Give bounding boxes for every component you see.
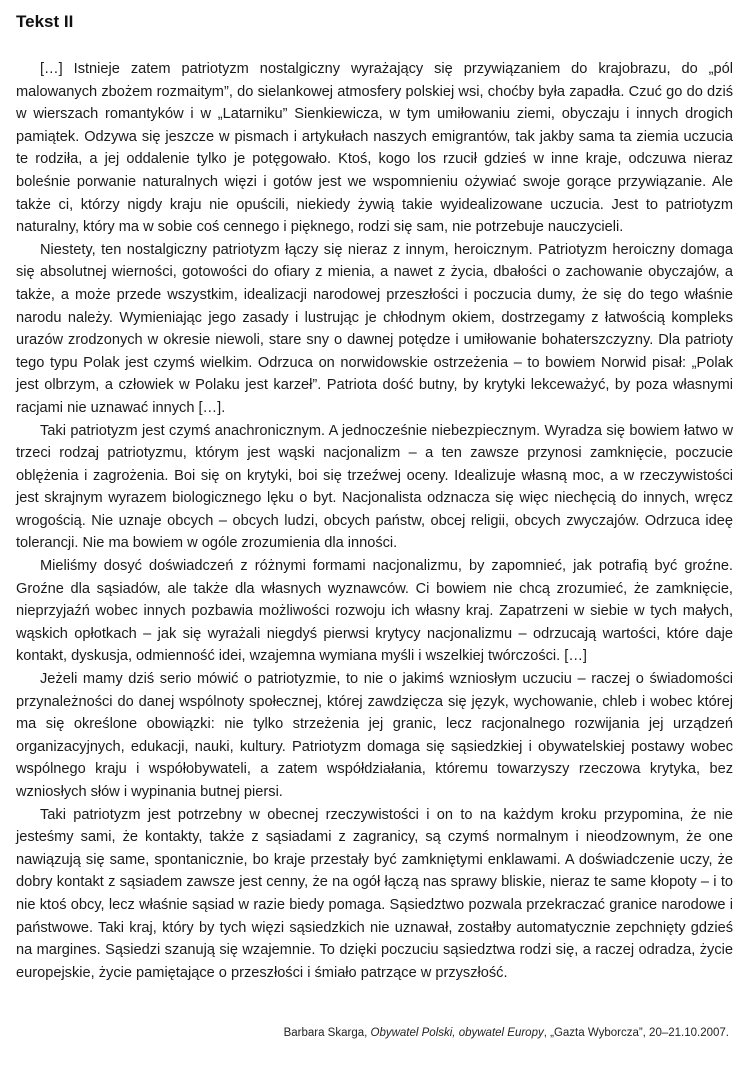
document-heading: Tekst II	[16, 12, 74, 31]
paragraph-2: Niestety, ten nostalgiczny patriotyzm łączy się nieraz z innym, heroicznym. Patriotyzm heroiczny domaga się absolutnej wierności, gotowości do ofiary z mienia, a nawet z życia, dbałości o zachowanie obyczajów, a także, a może przede wszystkim, idealizacji narodowej przeszłości i poczucia dumy, że się do tego właśnie narodu należy. Wymieniając jego zasady i lustrując je chłodnym okiem, dostrzegamy z łatwością kompleks urazów zrodzonych w okresie niewoli, stare sny o dawnej potędze i umiłowanie bohaterszczyzny. Dla patrioty tego typu Polak jest czymś wielkim. Odrzuca on norwidowskie ostrzeżenia – to bowiem Norwid pisał: „Polak jest olbrzym, a człowiek w Polaku jest karzeł”. Patriota dość butny, by krytyki lekceważyć, by poza własnymi racjami nie uznawać innych […].	[16, 241, 733, 416]
paragraph-3: Taki patriotyzm jest czymś anachronicznym. A jednocześnie niebezpiecznym. Wyradza się bowiem łatwo w trzeci rodzaj patriotyzmu, którym jest wąski nacjonalizm – a ten zawsze przynosi zamknięcie, poczucie oblężenia i zagrożenia. Boi się on krytyki, boi się trzeźwej oceny. Idealizuje własną moc, a w rzeczywistości jest skrajnym wyrazem biologicznego lęku o byt. Nacjonalista odznacza się więc niechęcią do innych, wręcz wrogością. Nie uznaje obcych – obcych ludzi, obcych państw, obcej religii, obcych zwyczajów. Odrzuca ideę tolerancji. Nie ma bowiem w ogóle zrozumienia dla inności.	[16, 422, 733, 552]
source-title: Obywatel Polski, obywatel Europy	[370, 1027, 544, 1039]
paragraph-6: Taki patriotyzm jest potrzebny w obecnej rzeczywistości i on to na każdym kroku przypomina, że nie jesteśmy sami, że kontakty, także z sąsiadami z zagranicy, są czymś normalnym i nieodzownym, że one nawiązują się same, spontanicznie, bo kraje przestały być zamkniętymi enklawami. A doświadczenie uczy, że dobry kontakt z sąsiadem zawsze jest cenny, że na ogół łączą nas sprawy bliskie, nieraz te same kłopoty – i to nie ktoś obcy, lecz właśnie sąsiad w razie biedy pomaga. Sąsiedztwo pozwala przekraczać granice narodowe i państwowe. Taki kraj, który by tych więzi sąsiedzkich nie uznawał, zostałby automatycznie zepchnięty gdzieś na margines. Sąsiedzi szanują się wzajemnie. To dzięki poczuciu sąsiedztwa rodzi się, a raczej odradza, życie europejskie, życie pamiętające o przeszłości i śmiało patrzące w przyszłość.	[16, 806, 733, 981]
paragraph-5: Jeżeli mamy dziś serio mówić o patriotyzmie, to nie o jakimś wzniosłym uczuciu – raczej o świadomości przynależności do danej wspólnoty społecznej, której zawdzięcza się język, wychowanie, chleb i wobec której ma się określone obowiązki: nie tylko strzeżenia jej granic, lecz racjonalnego rozwijania jej urządzeń organizacyjnych, edukacji, nauki, kultury. Patriotyzm domaga się sąsiedzkiej i obywatelskiej postawy wobec wspólnego kraju i współobywateli, a zatem współdziałania, któremu towarzyszy rzeczowa krytyka, bez wzniosłych słów i wypinania butnej piersi.	[16, 671, 733, 800]
source-citation	[284, 1025, 729, 1041]
source-publication: , „Gazta Wyborcza”, 20–21.10.2007.	[543, 1027, 729, 1039]
document-body	[16, 58, 733, 984]
paragraph-1: […] Istnieje zatem patriotyzm nostalgiczny wyrażający się przywiązaniem do krajobrazu, do „pól malowanych zbożem rozmaitym”, do sielankowej atmosfery polskiej wsi, choćby była zapadła. Czuć go do dziś w wierszach romantyków i w „Latarniku” Sienkiewicza, w tym umiłowaniu ziemi, obyczaju i innych drogich pamiątek. Odzywa się jeszcze w pismach i artykułach naszych emigrantów, tak jakby sama ta ziemia uczucia te rodziła, a jej oddalenie tylko je potęgowało. Ktoś, kogo los rzucił gdzieś w inne kraje, odczuwa nieraz boleśnie porwanie naturalnych więzi i gotów jest we wspomnieniu ożywiać swoje gorące przywiązanie. Ale także ci, którzy nigdy kraju nie opuścili, niekiedy żywią takie wyidealizowane uczucia. Jest to patriotyzm naturalny, który ma w sobie coś cennego i pięknego, rodzi się sam, nie potrzebuje nauczycieli.	[16, 61, 733, 236]
source-author: Barbara Skarga,	[283, 1027, 371, 1039]
paragraph-4: Mieliśmy dosyć doświadczeń z różnymi formami nacjonalizmu, by zapomnieć, jak potrafią być groźne. Groźne dla sąsiadów, ale także dla własnych wyznawców. Ci bowiem nie chcą zrozumieć, że zamknięcie, nieprzyjaźń wobec innych pozbawia możliwości rozwoju ich własny kraj. Zapatrzeni w siebie w tych małych, wąskich opłotkach – jak się wyrażali niegdyś pierwsi krytycy nacjonalizmu – odrzucają wartości, które daje kontakt, dyskusja, odmienność idei, wzajemna wymiana myśli i wszelkiej twórczości. […]	[16, 558, 733, 665]
